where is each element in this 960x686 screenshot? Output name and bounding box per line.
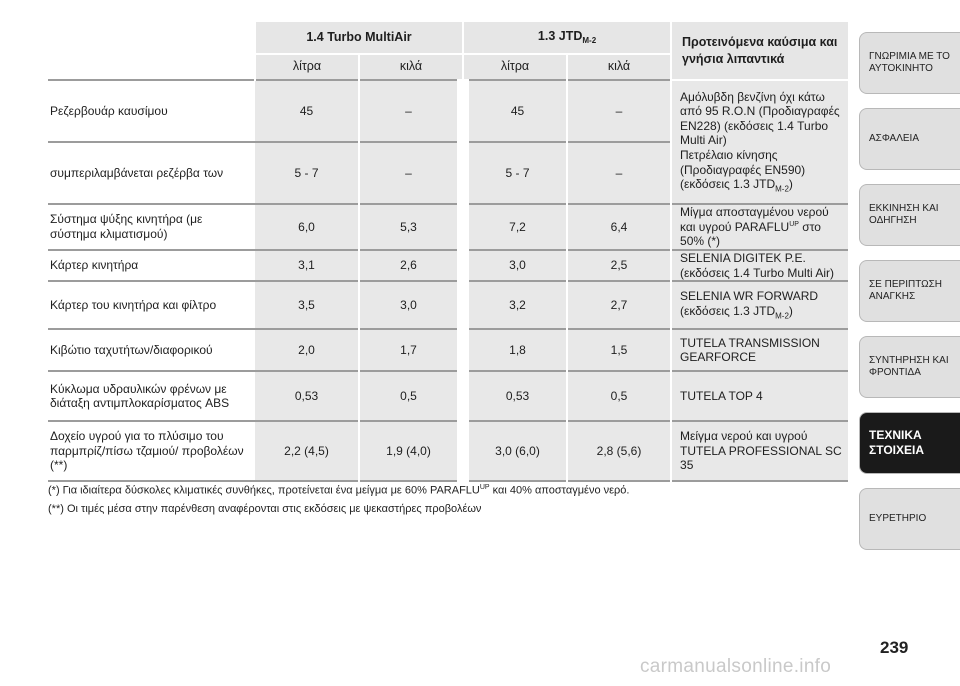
value-cell: 1,5 bbox=[567, 329, 671, 371]
engine-1-header: 1.4 Turbo MultiAir bbox=[255, 22, 463, 54]
row-label: Σύστημα ψύξης κινητήρα (με σύστημα κλιματισμού) bbox=[48, 204, 255, 250]
header-blank-cell bbox=[48, 54, 255, 80]
value-cell: 1,8 bbox=[463, 329, 567, 371]
table-row bbox=[48, 329, 848, 371]
tab-index[interactable]: ΕΥΡΕΤΗΡΙΟ bbox=[859, 488, 960, 550]
tab-maintenance[interactable]: ΣΥΝΤΗΡΗΣΗ ΚΑΙ ΦΡΟΝΤΙΔΑ bbox=[859, 336, 960, 398]
gearbox-oil-spec-cell: TUTELA TRANSMISSION GEARFORCE bbox=[671, 329, 848, 371]
value-cell: 0,53 bbox=[255, 371, 359, 421]
fuel-diesel-text: Πετρέλαιο κίνησης (Προδιαγραφές EN590) (εκδόσεις 1.3 $JTD_{M-2}$) bbox=[680, 148, 806, 194]
value-cell: – bbox=[359, 80, 463, 142]
value-cell: 45 bbox=[463, 80, 567, 142]
watermark: carmanualsonline.info bbox=[640, 656, 832, 677]
row-label: Ρεζερβουάρ καυσίμου bbox=[48, 80, 255, 142]
value-cell: 1,9 (4,0) bbox=[359, 421, 463, 481]
value-cell: 45 bbox=[255, 80, 359, 142]
tab-safety[interactable]: ΑΣΦΑΛΕΙΑ bbox=[859, 108, 960, 170]
row-label: Κάρτερ του κινητήρα και φίλτρο bbox=[48, 281, 255, 329]
value-cell: 2,8 (5,6) bbox=[567, 421, 671, 481]
value-cell: 0,5 bbox=[359, 371, 463, 421]
engine-oil-1-spec-cell: SELENIA DIGITEK P.E. (εκδόσεις 1.4 Turbo Multi Air) bbox=[671, 250, 848, 281]
value-cell: 3,0 bbox=[359, 281, 463, 329]
value-cell: 1,7 bbox=[359, 329, 463, 371]
value-cell: 5 - 7 bbox=[255, 142, 359, 204]
fuel-petrol-text: Αμόλυβδη βενζίνη όχι κάτω από 95 R.O.N (Προδιαγραφές EN228) (εκδόσεις 1.4 Turbo Multi Air) bbox=[680, 89, 840, 148]
value-cell: 6,0 bbox=[255, 204, 359, 250]
table-row bbox=[48, 421, 848, 481]
unit-litres-header: λίτρα bbox=[463, 54, 567, 80]
value-cell: 3,0 (6,0) bbox=[463, 421, 567, 481]
section-tabs-sidebar bbox=[859, 32, 960, 564]
unit-litres-header: λίτρα bbox=[255, 54, 359, 80]
washer-fluid-spec-cell: Μείγμα νερού και υγρού TUTELA PROFESSIONAL SC 35 bbox=[671, 421, 848, 481]
value-cell: 2,2 (4,5) bbox=[255, 421, 359, 481]
table-row bbox=[48, 250, 848, 281]
value-cell: 2,5 bbox=[567, 250, 671, 281]
engine-2-header: 1.3 $JTD_{M-2}$ bbox=[463, 22, 671, 54]
table-row bbox=[48, 204, 848, 250]
row-label: Κύκλωμα υδραυλικών φρένων με διάταξη αντιμπλοκαρίσματος ABS bbox=[48, 371, 255, 421]
engine-oil-2-spec-cell: SELENIA WR FORWARD (εκδόσεις 1.3 $JTD_{M-2}$) bbox=[671, 281, 848, 329]
value-cell: – bbox=[567, 142, 671, 204]
coolant-spec-cell: Μίγμα αποσταγμένου νερού και υγρού $PARAFLU^{UP}$ στο 50% (*) bbox=[671, 204, 848, 250]
fuel-spec-cell bbox=[671, 80, 848, 204]
row-label: Κιβώτιο ταχυτήτων/διαφορικού bbox=[48, 329, 255, 371]
brake-fluid-spec-cell: TUTELA TOP 4 bbox=[671, 371, 848, 421]
footnote-coolant: (*) Για ιδιαίτερα δύσκολες κλιματικές συνθήκες, προτείνεται ένα μείγμα με 60% $PARAFLU^{UP}$ και 40% αποσταγμένο νερό. bbox=[48, 484, 630, 497]
value-cell: 0,5 bbox=[567, 371, 671, 421]
page-number: 239 bbox=[880, 638, 909, 657]
footnote-headlamp-washers: (**) Οι τιμές μέσα στην παρένθεση αναφέρονται στις εκδόσεις με ψεκαστήρες προβολέων bbox=[48, 503, 482, 515]
tab-starting-driving[interactable]: ΕΚΚΙΝΗΣΗ ΚΑΙ ΟΔΗΓΗΣΗ bbox=[859, 184, 960, 246]
row-label: Δοχείο υγρού για το πλύσιμο του παρμπρίζ/πίσω τζαμιού/ προβολέων (**) bbox=[48, 421, 255, 481]
value-cell: 2,7 bbox=[567, 281, 671, 329]
tab-technical-data[interactable]: ΤΕΧΝΙΚΑ ΣΤΟΙΧΕΙΑ bbox=[859, 412, 960, 474]
specifications-table bbox=[48, 22, 848, 482]
value-cell: 6,4 bbox=[567, 204, 671, 250]
value-cell: 2,6 bbox=[359, 250, 463, 281]
table-row bbox=[48, 371, 848, 421]
row-label: συμπεριλαμβάνεται ρεζέρβα των bbox=[48, 142, 255, 204]
unit-kilos-header: κιλά bbox=[359, 54, 463, 80]
value-cell: 5,3 bbox=[359, 204, 463, 250]
tab-emergency[interactable]: ΣΕ ΠΕΡΙΠΤΩΣΗ ΑΝΑΓΚΗΣ bbox=[859, 260, 960, 322]
value-cell: 3,1 bbox=[255, 250, 359, 281]
value-cell: 3,2 bbox=[463, 281, 567, 329]
row-label: Κάρτερ κινητήρα bbox=[48, 250, 255, 281]
value-cell: 7,2 bbox=[463, 204, 567, 250]
value-cell: 5 - 7 bbox=[463, 142, 567, 204]
recommended-fuels-header: Προτεινόμενα καύσιμα και γνήσια λιπαντικά bbox=[671, 22, 848, 80]
tab-getting-to-know-car[interactable]: ΓΝΩΡΙΜΙΑ ΜΕ ΤΟ ΑΥΤΟΚΙΝΗΤΟ bbox=[859, 32, 960, 94]
table-row bbox=[48, 281, 848, 329]
unit-kilos-header: κιλά bbox=[567, 54, 671, 80]
value-cell: 3,0 bbox=[463, 250, 567, 281]
value-cell: 2,0 bbox=[255, 329, 359, 371]
value-cell: – bbox=[567, 80, 671, 142]
value-cell: 3,5 bbox=[255, 281, 359, 329]
value-cell: 0,53 bbox=[463, 371, 567, 421]
table-row bbox=[48, 80, 848, 142]
header-blank-cell bbox=[48, 22, 255, 54]
value-cell: – bbox=[359, 142, 463, 204]
